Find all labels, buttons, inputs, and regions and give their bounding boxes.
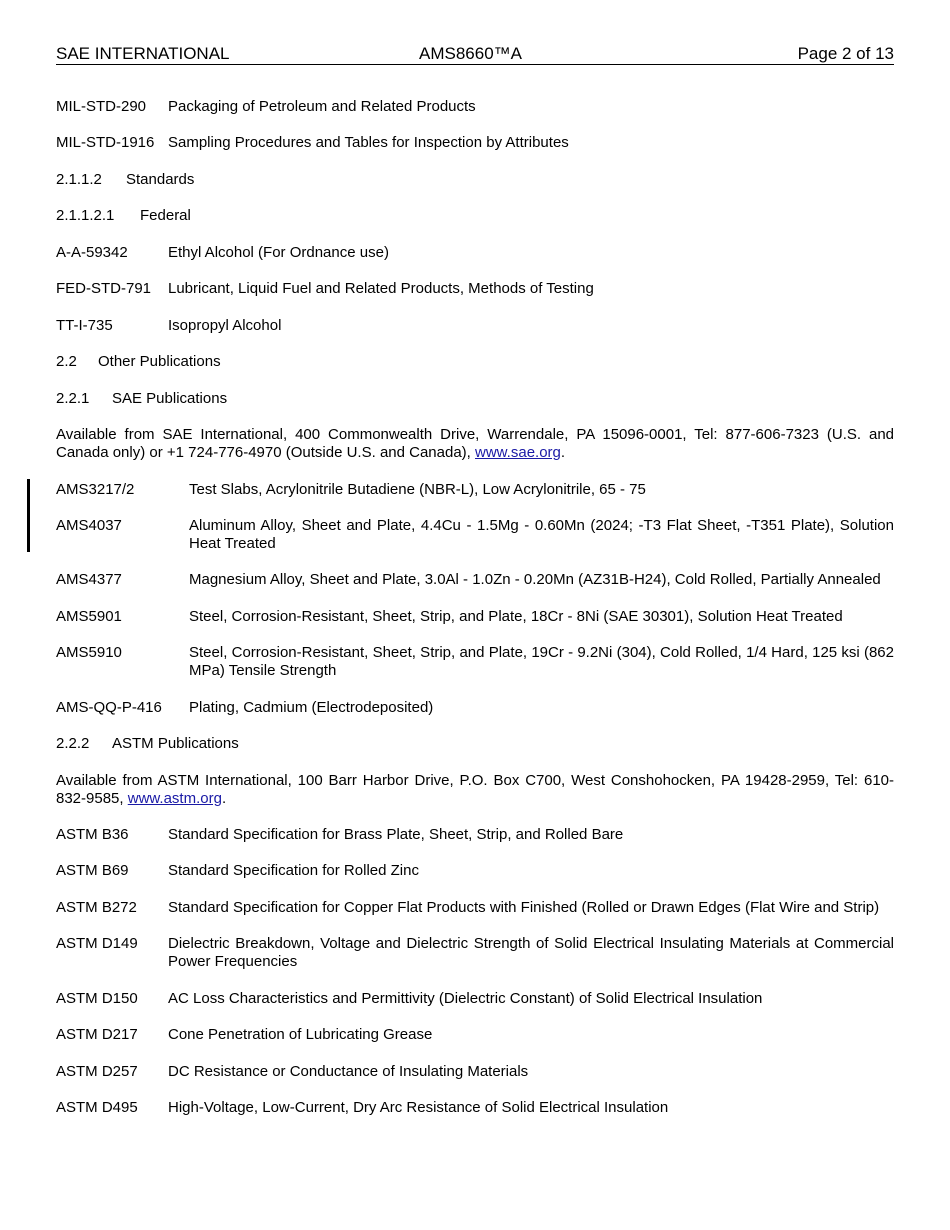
ref-code: AMS3217/2 xyxy=(56,481,135,498)
section-heading-2-2-1 xyxy=(56,390,894,408)
federal-ref-item xyxy=(56,244,894,262)
ref-code: FED-STD-791 xyxy=(56,280,152,297)
paragraph-text: Available from ASTM International, 100 Barr Harbor Drive, P.O. Box C700, West Conshohocken, PA 19428-2959, Tel: 610-832-9585, xyxy=(56,772,894,807)
ref-code: MIL-STD-1916 xyxy=(56,134,155,151)
astm-website-link[interactable]: www.astm.org xyxy=(127,790,222,807)
ref-code: AMS5901 xyxy=(56,608,122,625)
ref-code: TT-I-735 xyxy=(56,317,113,334)
ref-title: Isopropyl Alcohol xyxy=(168,317,282,334)
section-heading-2-1-1-2-1 xyxy=(56,207,894,225)
ref-code: ASTM D217 xyxy=(56,1026,138,1043)
ref-code: ASTM D495 xyxy=(56,1099,138,1116)
ref-title: Dielectric Breakdown, Voltage and Dielectric Strength of Solid Electrical Insulating Materials at Commercial Power Frequencies xyxy=(168,935,894,970)
sae-website-link[interactable]: www.sae.org xyxy=(475,444,561,461)
astm-ref-item xyxy=(56,899,894,917)
section-number: 2.1.1.2 xyxy=(56,171,102,188)
ref-title: Standard Specification for Rolled Zinc xyxy=(168,862,419,879)
astm-ref-item xyxy=(56,1063,894,1081)
sae-availability-paragraph xyxy=(56,426,894,462)
paragraph-end: . xyxy=(221,790,227,807)
mil-ref-item xyxy=(56,134,894,152)
ref-title: Standard Specification for Copper Flat Products with Finished (Rolled or Drawn Edges (Flat Wire and Strip) xyxy=(168,899,880,916)
ref-title: High-Voltage, Low-Current, Dry Arc Resistance of Solid Electrical Insulation xyxy=(168,1099,669,1116)
section-number: 2.2.2 xyxy=(56,735,90,752)
section-number: 2.2 xyxy=(56,353,77,370)
section-heading-2-1-1-2 xyxy=(56,171,894,189)
ref-title: Standard Specification for Brass Plate, Sheet, Strip, and Rolled Bare xyxy=(168,826,624,843)
section-heading-2-2-2 xyxy=(56,735,894,753)
section-title: Federal xyxy=(140,207,191,224)
ref-title: Sampling Procedures and Tables for Inspection by Attributes xyxy=(168,134,569,151)
ref-title: AC Loss Characteristics and Permittivity (Dielectric Constant) of Solid Electrical Insulation xyxy=(168,990,763,1007)
ref-code: ASTM B69 xyxy=(56,862,129,879)
ref-title: Steel, Corrosion-Resistant, Sheet, Strip, and Plate, 19Cr - 9.2Ni (304), Cold Rolled, 1/4 Hard, 125 ksi (862 MPa) Tensile Strength xyxy=(189,644,894,679)
astm-ref-item xyxy=(56,990,894,1008)
ref-title: Cone Penetration of Lubricating Grease xyxy=(168,1026,433,1043)
ref-title: Packaging of Petroleum and Related Products xyxy=(168,98,476,115)
ref-code: ASTM B36 xyxy=(56,826,129,843)
sae-ref-item xyxy=(56,699,894,717)
section-heading-2-2 xyxy=(56,353,894,371)
ref-code: ASTM D149 xyxy=(56,935,138,952)
section-title: Other Publications xyxy=(98,353,221,370)
astm-ref-item xyxy=(56,826,894,844)
ref-title: Steel, Corrosion-Resistant, Sheet, Strip, and Plate, 18Cr - 8Ni (SAE 30301), Solution Heat Treated xyxy=(189,608,843,625)
section-title: SAE Publications xyxy=(112,390,228,407)
ref-code: ASTM D150 xyxy=(56,990,138,1007)
ref-title: Magnesium Alloy, Sheet and Plate, 3.0Al - 1.0Zn - 0.20Mn (AZ31B-H24), Cold Rolled, Partially Annealed xyxy=(189,571,881,588)
paragraph-end: . xyxy=(560,444,566,461)
ref-code: A-A-59342 xyxy=(56,244,128,261)
ref-code: AMS4377 xyxy=(56,571,122,588)
ref-title: Lubricant, Liquid Fuel and Related Products, Methods of Testing xyxy=(168,280,594,297)
ref-code: AMS4037 xyxy=(56,517,122,534)
federal-ref-item xyxy=(56,280,894,298)
ref-title: Ethyl Alcohol (For Ordnance use) xyxy=(168,244,389,261)
header-page-number: Page 2 of 13 xyxy=(797,44,894,63)
page-header xyxy=(56,44,894,65)
section-number: 2.2.1 xyxy=(56,390,90,407)
ref-title: DC Resistance or Conductance of Insulating Materials xyxy=(168,1063,529,1080)
section-title: ASTM Publications xyxy=(112,735,239,752)
astm-ref-item xyxy=(56,1026,894,1044)
astm-availability-paragraph xyxy=(56,772,894,808)
mil-ref-item xyxy=(56,98,894,116)
paragraph-text: Available from SAE International, 400 Commonwealth Drive, Warrendale, PA 15096-0001, Tel: 877-606-7323 (U.S. and Canada only) or +1 724-776-4970 (Outside U.S. and Canada), xyxy=(56,426,894,461)
astm-ref-item xyxy=(56,862,894,880)
ref-code: ASTM D257 xyxy=(56,1063,138,1080)
section-title: Standards xyxy=(126,171,195,188)
ref-code: AMS5910 xyxy=(56,644,122,661)
ref-code: ASTM B272 xyxy=(56,899,137,916)
section-number: 2.1.1.2.1 xyxy=(56,207,115,224)
astm-ref-item xyxy=(56,1099,894,1117)
ref-code: AMS-QQ-P-416 xyxy=(56,699,162,716)
ref-title: Plating, Cadmium (Electrodeposited) xyxy=(189,699,434,716)
ref-title: Test Slabs, Acrylonitrile Butadiene (NBR-L), Low Acrylonitrile, 65 - 75 xyxy=(189,481,646,498)
ref-title: Aluminum Alloy, Sheet and Plate, 4.4Cu - 1.5Mg - 0.60Mn (2024; -T3 Flat Sheet, -T351 Plate), Solution Heat Treated xyxy=(189,517,894,552)
ref-code: MIL-STD-290 xyxy=(56,98,147,115)
header-document-number: AMS8660™A xyxy=(419,44,522,63)
federal-ref-item xyxy=(56,317,894,335)
revision-change-bar xyxy=(27,479,30,552)
header-organization: SAE INTERNATIONAL xyxy=(56,44,230,63)
